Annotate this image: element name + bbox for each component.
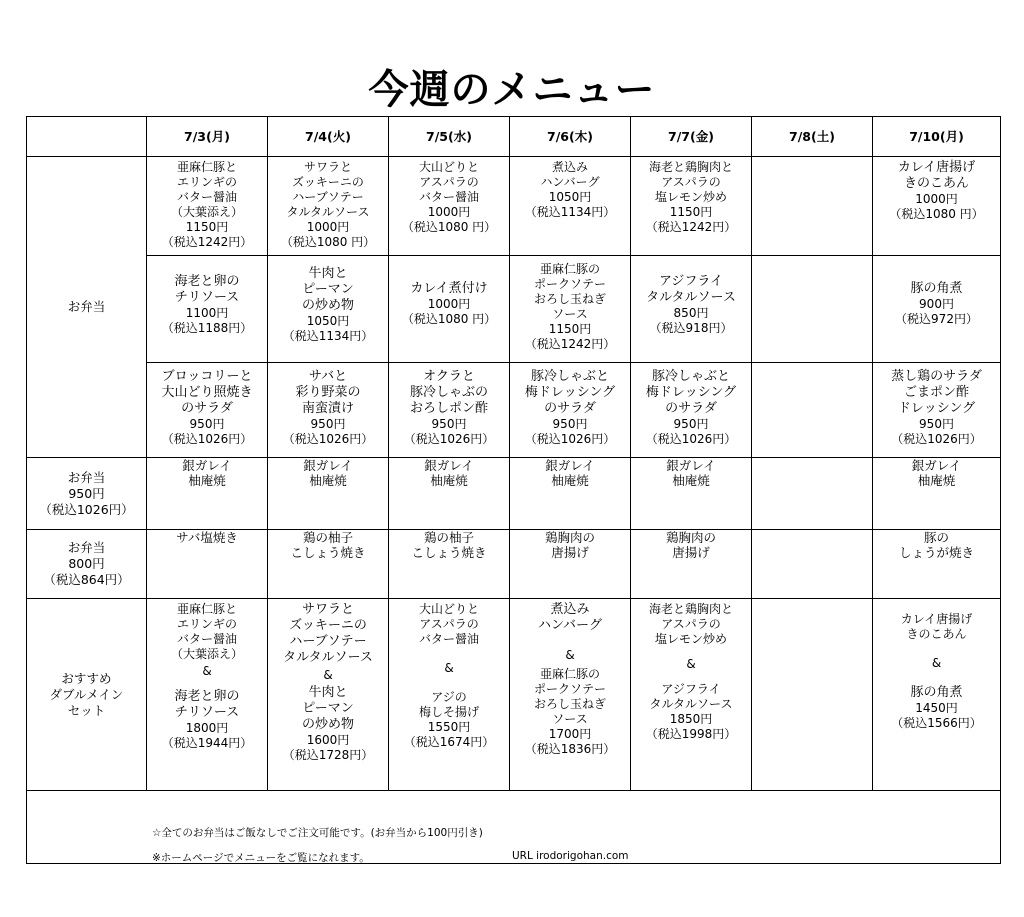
menu-cell [510, 458, 631, 530]
dish-name: 亜麻仁豚の ポークソテー おろし玉ねぎ ソース [533, 262, 606, 321]
menu-cell [389, 530, 510, 599]
menu-cell [631, 363, 752, 458]
price: 1000円 [915, 192, 958, 206]
price: 1050円 [548, 190, 592, 204]
category-bento-950: お弁当 950円 （税込1026円） [27, 458, 147, 530]
tax-price: （税込1998円） [645, 727, 737, 741]
bento-row [27, 363, 1001, 458]
dish-name: 亜麻仁豚と エリンギの バター醤油 （大葉添え） [170, 160, 243, 219]
menu-cell [873, 157, 1001, 256]
ampersand: & [565, 648, 575, 662]
day-header: 7/7(金) [631, 117, 752, 157]
tax-price: （税込1026円） [891, 432, 982, 446]
dish-name: カレイ唐揚げ きのこあん [897, 160, 976, 191]
tax-price: （税込1080 円） [280, 235, 376, 249]
tax-price: （税込1134円） [282, 329, 374, 343]
ampersand: & [686, 657, 696, 671]
price: 1000円 [427, 205, 471, 219]
menu-cell [268, 157, 389, 256]
menu-cell [631, 458, 752, 530]
tax-price: （税込1134円） [524, 205, 616, 219]
price: 1850円 [669, 712, 713, 726]
price: 1450円 [915, 701, 958, 715]
menu-cell [389, 256, 510, 363]
dish-name: 銀ガレイ 柚庵焼 [182, 458, 232, 488]
tax-price: （税込1026円） [645, 432, 737, 446]
set-dish-b: 豚の角煮 [910, 685, 963, 700]
day-header: 7/4(火) [268, 117, 389, 157]
menu-cell [147, 458, 268, 530]
price: 1000円 [306, 220, 350, 234]
tax-price: （税込1836円） [524, 742, 616, 756]
tax-price: （税込1080 円） [889, 207, 984, 221]
price: 950円 [189, 417, 225, 431]
menu-cell [873, 363, 1001, 458]
category-bento-800: お弁当 800円 （税込864円） [27, 530, 147, 599]
menu-cell [873, 256, 1001, 363]
menu-cell [147, 530, 268, 599]
set-cell-empty [752, 599, 873, 791]
tax-price: （税込1026円） [161, 432, 253, 446]
set-cell [268, 599, 389, 791]
set-dish-a: サワラと ズッキーニの ハーブソテー タルタルソース [283, 602, 373, 665]
price: 1100円 [185, 306, 229, 320]
set-cell [147, 599, 268, 791]
menu-cell [873, 458, 1001, 530]
day-header: 7/6(木) [510, 117, 631, 157]
dish-name: 煮込み ハンバーグ [540, 160, 600, 189]
category-double-main: おすすめ ダブルメイン セット [27, 599, 147, 791]
menu-cell-empty [752, 458, 873, 530]
price: 1600円 [306, 733, 350, 747]
price: 850円 [673, 306, 709, 320]
tax-price: （税込1188円） [161, 321, 253, 335]
dish-name: 鶏胸肉の 唐揚げ [544, 530, 595, 560]
dish-name: 牛肉と ピーマン の炒め物 [301, 266, 354, 313]
ampersand: & [931, 656, 942, 670]
dish-name: 銀ガレイ 柚庵焼 [303, 458, 353, 488]
menu-cell-empty [752, 363, 873, 458]
set-cell [389, 599, 510, 791]
price: 950円 [552, 417, 588, 431]
ampersand: & [323, 668, 333, 682]
note-no-rice: ☆全てのお弁当はご飯なしでご注文可能です。(お弁当から100円引き) [152, 827, 483, 839]
menu-cell-empty [752, 256, 873, 363]
menu-cell [510, 363, 631, 458]
menu-cell [510, 256, 631, 363]
menu-cell [510, 157, 631, 256]
tax-price: （税込972円） [895, 312, 978, 326]
price: 1800円 [185, 721, 229, 735]
price: 1000円 [427, 297, 471, 311]
page-title: 今週のメニュー [368, 67, 656, 113]
tax-price: （税込1674円） [403, 735, 495, 749]
menu-cell [510, 530, 631, 599]
tax-price: （税込1242円） [645, 220, 737, 234]
menu-cell [873, 530, 1001, 599]
set-cell [510, 599, 631, 791]
dish-name: 銀ガレイ 柚庵焼 [545, 458, 595, 488]
menu-cell-empty [752, 530, 873, 599]
bento-row [27, 256, 1001, 363]
price: 1050円 [306, 314, 350, 328]
dish-name: サバと 彩り野菜の 南蛮漬け [295, 369, 361, 416]
menu-cell [147, 363, 268, 458]
set-dish-a: 海老と鶏胸肉と アスパラの 塩レモン炒め [648, 602, 733, 646]
menu-cell [268, 363, 389, 458]
day-header: 7/10(月) [873, 117, 1001, 157]
dish-name: オクラと 豚冷しゃぶの おろしポン酢 [409, 369, 488, 416]
price: 1150円 [185, 220, 229, 234]
dish-name: 鶏の柚子 こしょう焼き [411, 530, 487, 560]
set-dish-a: カレイ唐揚げ きのこあん [900, 612, 973, 641]
dish-name: 海老と鶏胸肉と アスパラの 塩レモン炒め [648, 160, 733, 204]
menu-cell [389, 157, 510, 256]
price: 950円 [310, 417, 346, 431]
dish-name: アジフライ タルタルソース [646, 274, 736, 305]
tax-price: （税込1026円） [282, 432, 374, 446]
set-dish-b: アジの 梅しそ揚げ [418, 690, 479, 719]
set-cell [873, 599, 1001, 791]
price: 1700円 [548, 727, 592, 741]
dish-name: 豚の しょうが焼き [898, 530, 974, 560]
menu-cell [389, 458, 510, 530]
set-dish-b: 亜麻仁豚の ポークソテー おろし玉ねぎ ソース [533, 667, 606, 726]
menu-cell [389, 363, 510, 458]
price: 950円 [431, 417, 467, 431]
menu-cell [147, 256, 268, 363]
menu-table [26, 116, 1001, 864]
menu-cell [268, 458, 389, 530]
ampersand: & [444, 661, 454, 675]
menu-cell [631, 256, 752, 363]
day-header: 7/5(水) [389, 117, 510, 157]
dish-name: 海老と卵の チリソース [174, 274, 240, 305]
dish-name: 蒸し鶏のサラダ ごまポン酢 ドレッシング [891, 369, 982, 416]
menu-cell [631, 157, 752, 256]
tax-price: （税込1026円） [524, 432, 616, 446]
website-url: URL irodorigohan.com [512, 850, 629, 862]
set-dish-a: 煮込み ハンバーグ [537, 602, 603, 633]
dish-name: 銀ガレイ 柚庵焼 [666, 458, 716, 488]
header-row [27, 117, 1001, 157]
day-header: 7/3(月) [147, 117, 268, 157]
dish-name: カレイ煮付け [410, 281, 488, 296]
set-cell [631, 599, 752, 791]
set-dish-a: 大山どりと アスパラの バター醤油 [418, 602, 479, 646]
menu-cell-empty [752, 157, 873, 256]
set-dish-a: 亜麻仁豚と エリンギの バター醤油 （大葉添え） [170, 602, 243, 661]
dish-name: 大山どりと アスパラの バター醤油 [418, 160, 479, 204]
price: 950円 [673, 417, 709, 431]
dish-name: 豚冷しゃぶと 梅ドレッシング のサラダ [645, 369, 737, 416]
tax-price: （税込1080 円） [401, 312, 497, 326]
dish-name: 豚冷しゃぶと 梅ドレッシング のサラダ [524, 369, 616, 416]
menu-cell [268, 530, 389, 599]
bento-row [27, 157, 1001, 256]
set-dish-b: 海老と卵の チリソース [174, 689, 240, 720]
tax-price: （税込1026円） [403, 432, 495, 446]
bento-950-row [27, 458, 1001, 530]
menu-cell [631, 530, 752, 599]
tax-price: （税込1728円） [282, 748, 374, 762]
corner-cell [27, 117, 147, 157]
tax-price: （税込1242円） [161, 235, 253, 249]
dish-name: 豚の角煮 [910, 281, 963, 296]
dish-name: ブロッコリーと 大山どり照焼き のサラダ [161, 369, 253, 416]
tax-price: （税込918円） [649, 321, 733, 335]
dish-name: 鶏胸肉の 唐揚げ [665, 530, 716, 560]
menu-cell [147, 157, 268, 256]
double-main-row [27, 599, 1001, 791]
price: 900円 [919, 297, 954, 311]
price: 950円 [919, 417, 954, 431]
price: 1550円 [427, 720, 471, 734]
note-homepage: ※ホームページでメニューをご覧になれます。 [152, 852, 370, 864]
day-header: 7/8(土) [752, 117, 873, 157]
bento-800-row [27, 530, 1001, 599]
dish-name: 銀ガレイ 柚庵焼 [911, 458, 962, 488]
price: 1150円 [548, 322, 592, 336]
ampersand: & [202, 664, 212, 678]
dish-name: サワラと ズッキーニの ハーブソテー タルタルソース [286, 160, 370, 219]
dish-name: サバ塩焼き [176, 530, 238, 545]
price: 1150円 [669, 205, 713, 219]
set-dish-b: 牛肉と ピーマン の炒め物 [301, 685, 354, 732]
category-bento: お弁当 [27, 157, 147, 458]
dish-name: 銀ガレイ 柚庵焼 [424, 458, 474, 488]
tax-price: （税込1080 円） [401, 220, 497, 234]
dish-name: 鶏の柚子 こしょう焼き [290, 530, 366, 560]
tax-price: （税込1566円） [891, 716, 982, 730]
set-dish-b: アジフライ タルタルソース [649, 682, 733, 711]
menu-cell [268, 256, 389, 363]
tax-price: （税込1242円） [524, 337, 616, 351]
tax-price: （税込1944円） [161, 736, 253, 750]
